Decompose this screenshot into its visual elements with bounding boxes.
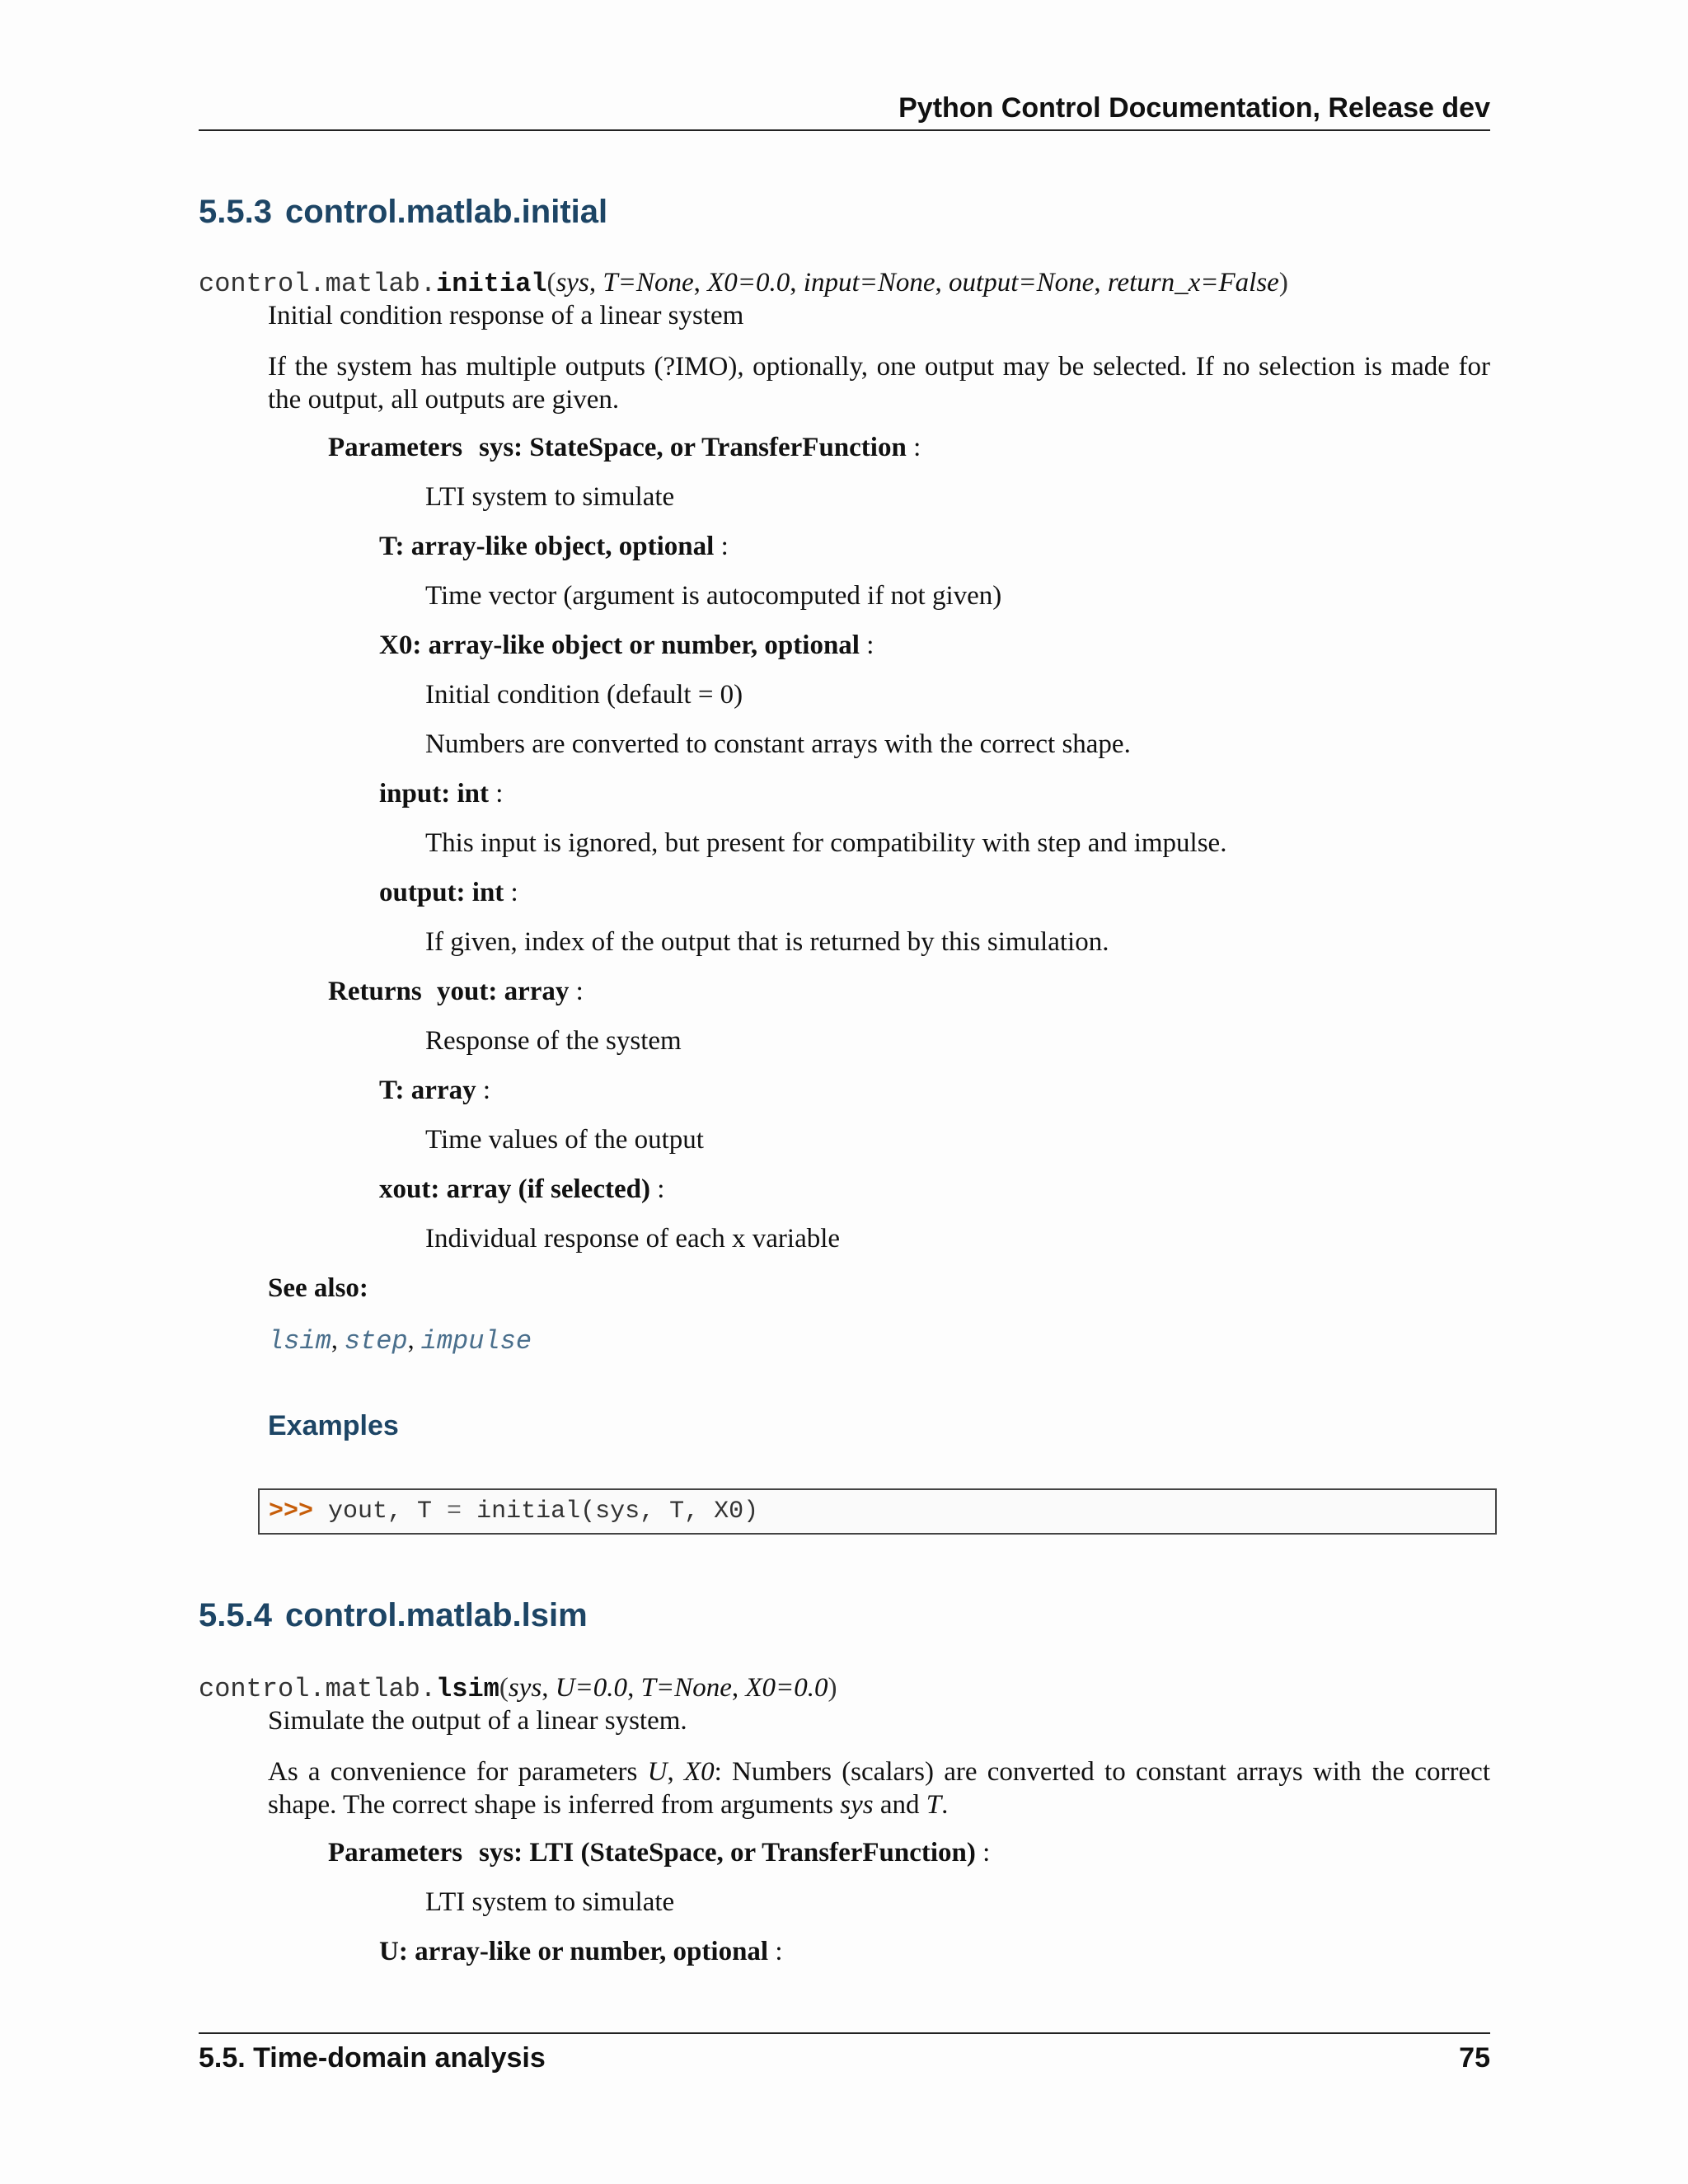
param-description: If given, index of the output that is returned by this simulation.	[425, 927, 1109, 957]
parameters-label: Parameters	[328, 1838, 463, 1868]
function-summary: Initial condition response of a linear system	[268, 301, 744, 330]
signature-arg: input=None	[803, 268, 935, 298]
see-also-label: See also:	[268, 1273, 368, 1303]
page-number: 75	[1459, 2042, 1490, 2074]
signature-arg: sys	[508, 1673, 542, 1703]
param-name: T: array-like object, optional :	[379, 532, 729, 561]
return-name: T: array :	[379, 1076, 491, 1105]
param-description: Initial condition (default = 0)	[425, 680, 743, 710]
section-number: 5.5.3	[199, 194, 272, 230]
signature-arg: output=None	[949, 268, 1095, 298]
param-description: Time vector (argument is autocomputed if not given)	[425, 581, 1002, 611]
param-description: This input is ignored, but present for compatibility with step and impulse.	[425, 828, 1227, 858]
signature-arg: T=None	[603, 268, 694, 298]
function-description: If the system has multiple outputs (?IMO), optionally, one output may be selected. If no selection is made for the output, all outputs are given.	[268, 352, 1490, 415]
signature-function-name: initial	[436, 269, 547, 299]
section-heading-lsim	[199, 1597, 588, 1634]
running-header: Python Control Documentation, Release dev	[898, 92, 1490, 124]
footer-section: 5.5. Time-domain analysis	[199, 2042, 546, 2074]
signature-module: control.matlab.	[199, 269, 437, 299]
example-code-block[interactable]	[258, 1488, 1497, 1535]
code-text: yout, T	[313, 1497, 448, 1526]
section-title: control.matlab.initial	[284, 194, 608, 230]
see-also-link-lsim[interactable]: lsim	[268, 1326, 331, 1357]
return-description: Individual response of each x variable	[425, 1224, 841, 1254]
header-rule	[199, 129, 1490, 131]
signature-arg: U=0.0	[555, 1673, 628, 1703]
section-title: control.matlab.lsim	[284, 1597, 588, 1633]
function-signature-lsim: control.matlab.lsim(sys, U=0.0, T=None, X0=0.0)	[199, 1673, 837, 1704]
signature-arg: T=None	[640, 1673, 732, 1703]
return-description: Response of the system	[425, 1026, 682, 1056]
code-operator: =	[447, 1497, 462, 1526]
signature-arg: X0=0.0	[745, 1673, 828, 1703]
param-name: U: array-like or number, optional :	[379, 1937, 783, 1966]
signature-open-paren: (	[546, 268, 556, 298]
function-signature-initial: control.matlab.initial(sys, T=None, X0=0.0, input=None, output=None, return_x=False)	[199, 268, 1288, 299]
section-heading-initial	[199, 194, 607, 231]
see-also-link-step[interactable]: step	[344, 1326, 408, 1357]
param-name: X0: array-like object or number, optional :	[379, 630, 874, 660]
function-description: As a convenience for parameters U, X0: Numbers (scalars) are converted to constant arrays with the correct shape. The correct shape is inferred from arguments sys and T.	[268, 1757, 1490, 1820]
signature-module: control.matlab.	[199, 1674, 437, 1704]
signature-arg: return_x=False	[1107, 268, 1279, 298]
signature-arg: X0=0.0	[707, 268, 790, 298]
param-description: Numbers are converted to constant arrays with the correct shape.	[425, 729, 1131, 759]
returns-label: Returns	[328, 977, 422, 1006]
function-summary: Simulate the output of a linear system.	[268, 1706, 687, 1736]
footer-rule	[199, 2032, 1490, 2034]
see-also-separator: ,	[331, 1324, 345, 1354]
see-also-links	[268, 1324, 532, 1357]
signature-close-paren: )	[828, 1673, 837, 1703]
examples-heading: Examples	[268, 1410, 399, 1441]
return-description: Time values of the output	[425, 1125, 704, 1155]
param-name: sys: StateSpace, or TransferFunction :	[479, 433, 921, 462]
return-name: yout: array :	[437, 977, 584, 1006]
param-description: LTI system to simulate	[425, 482, 675, 512]
section-number: 5.5.4	[199, 1597, 272, 1633]
param-name: sys: LTI (StateSpace, or TransferFunction) :	[479, 1838, 991, 1868]
code-text: initial(sys, T, X0)	[462, 1497, 759, 1526]
signature-arg: sys	[556, 268, 589, 298]
signature-open-paren: (	[499, 1673, 509, 1703]
return-name: xout: array (if selected) :	[379, 1174, 665, 1204]
see-also-link-impulse[interactable]: impulse	[420, 1326, 532, 1357]
see-also-separator: ,	[407, 1324, 421, 1354]
signature-function-name: lsim	[436, 1674, 499, 1704]
code-prompt: >>>	[269, 1497, 314, 1526]
parameters-label: Parameters	[328, 433, 463, 462]
param-description: LTI system to simulate	[425, 1887, 675, 1917]
param-name: input: int :	[379, 779, 504, 808]
param-name: output: int :	[379, 878, 518, 907]
signature-close-paren: )	[1278, 268, 1288, 298]
